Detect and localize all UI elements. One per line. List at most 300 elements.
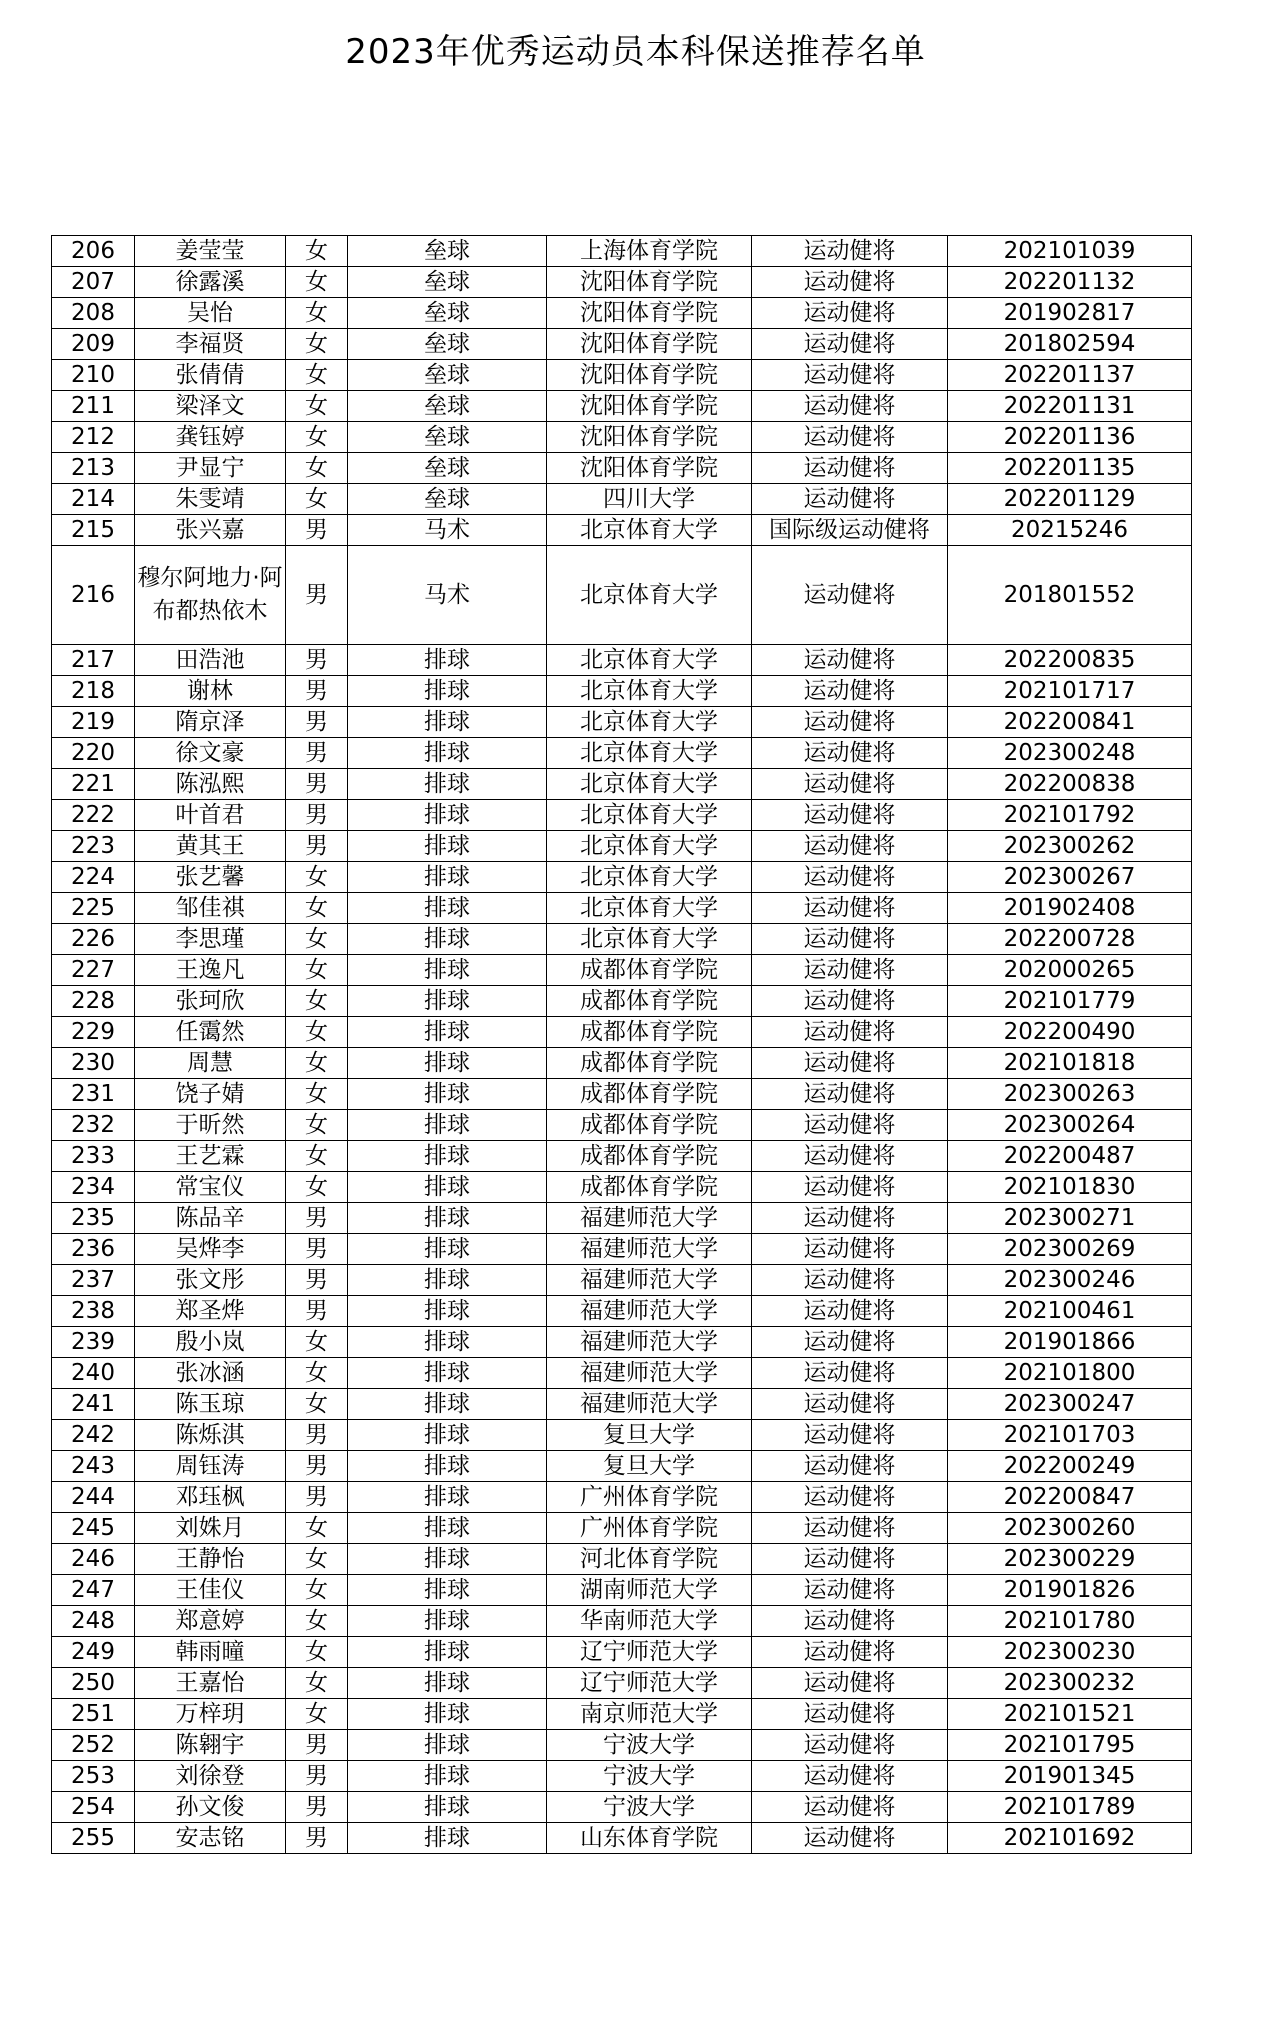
certificate-number: 202101818 <box>948 1048 1192 1079</box>
gender: 女 <box>286 862 348 893</box>
certificate-number: 202300248 <box>948 738 1192 769</box>
athlete-name: 郑意婷 <box>135 1606 286 1637</box>
table-row <box>52 1637 1192 1668</box>
athlete-name: 周钰涛 <box>135 1451 286 1482</box>
certificate-number: 202201129 <box>948 484 1192 515</box>
athlete-level: 运动健将 <box>752 1513 948 1544</box>
sport: 垒球 <box>348 391 547 422</box>
sport: 排球 <box>348 862 547 893</box>
row-number: 223 <box>52 831 135 862</box>
row-number: 217 <box>52 645 135 676</box>
athlete-level: 运动健将 <box>752 1079 948 1110</box>
university: 北京体育大学 <box>547 738 752 769</box>
page-title: 2023年优秀运动员本科保送推荐名单 <box>345 32 926 72</box>
gender: 女 <box>286 422 348 453</box>
athlete-name: 任霭然 <box>135 1017 286 1048</box>
table-row <box>52 453 1192 484</box>
university: 福建师范大学 <box>547 1265 752 1296</box>
certificate-number: 202300263 <box>948 1079 1192 1110</box>
university: 南京师范大学 <box>547 1699 752 1730</box>
athlete-level: 运动健将 <box>752 1668 948 1699</box>
row-number: 234 <box>52 1172 135 1203</box>
university: 北京体育大学 <box>547 893 752 924</box>
university: 广州体育学院 <box>547 1513 752 1544</box>
gender: 女 <box>286 893 348 924</box>
athlete-level: 运动健将 <box>752 546 948 645</box>
certificate-number: 202300262 <box>948 831 1192 862</box>
table-row <box>52 1606 1192 1637</box>
athlete-level: 运动健将 <box>752 1575 948 1606</box>
athlete-level: 运动健将 <box>752 1141 948 1172</box>
certificate-number: 202101792 <box>948 800 1192 831</box>
athlete-level: 运动健将 <box>752 391 948 422</box>
athlete-name: 黄其王 <box>135 831 286 862</box>
gender: 女 <box>286 1575 348 1606</box>
athlete-level: 运动健将 <box>752 360 948 391</box>
certificate-number: 201902817 <box>948 298 1192 329</box>
university: 宁波大学 <box>547 1761 752 1792</box>
athlete-name: 郑圣烨 <box>135 1296 286 1327</box>
certificate-number: 202000265 <box>948 955 1192 986</box>
athlete-level: 运动健将 <box>752 1234 948 1265</box>
athlete-level: 运动健将 <box>752 707 948 738</box>
sport: 排球 <box>348 1420 547 1451</box>
certificate-number: 201801552 <box>948 546 1192 645</box>
row-number: 239 <box>52 1327 135 1358</box>
athlete-name: 万梓玥 <box>135 1699 286 1730</box>
recommendation-table <box>51 235 1192 1854</box>
row-number: 249 <box>52 1637 135 1668</box>
athlete-name: 张珂欣 <box>135 986 286 1017</box>
sport: 排球 <box>348 1172 547 1203</box>
gender: 男 <box>286 1823 348 1854</box>
university: 复旦大学 <box>547 1451 752 1482</box>
gender: 女 <box>286 391 348 422</box>
row-number: 238 <box>52 1296 135 1327</box>
sport: 排球 <box>348 1730 547 1761</box>
athlete-level: 运动健将 <box>752 955 948 986</box>
sport: 排球 <box>348 1544 547 1575</box>
table-row <box>52 1668 1192 1699</box>
certificate-number: 202101800 <box>948 1358 1192 1389</box>
university: 辽宁师范大学 <box>547 1637 752 1668</box>
certificate-number: 202101795 <box>948 1730 1192 1761</box>
sport: 排球 <box>348 645 547 676</box>
university: 沈阳体育学院 <box>547 329 752 360</box>
row-number: 218 <box>52 676 135 707</box>
table-row <box>52 1079 1192 1110</box>
table-row <box>52 862 1192 893</box>
athlete-name: 王嘉怡 <box>135 1668 286 1699</box>
athlete-level: 运动健将 <box>752 1823 948 1854</box>
sport: 排球 <box>348 1606 547 1637</box>
certificate-number: 202200728 <box>948 924 1192 955</box>
row-number: 252 <box>52 1730 135 1761</box>
table-row <box>52 1792 1192 1823</box>
table-row <box>52 769 1192 800</box>
certificate-number: 202200841 <box>948 707 1192 738</box>
athlete-level: 运动健将 <box>752 769 948 800</box>
table-row <box>52 893 1192 924</box>
gender: 女 <box>286 1699 348 1730</box>
sport: 垒球 <box>348 329 547 360</box>
sport: 排球 <box>348 1017 547 1048</box>
table-row <box>52 1513 1192 1544</box>
gender: 男 <box>286 707 348 738</box>
athlete-level: 运动健将 <box>752 1730 948 1761</box>
athlete-name: 穆尔阿地力·阿布都热依木 <box>135 546 286 645</box>
table-row <box>52 955 1192 986</box>
table-row <box>52 1234 1192 1265</box>
row-number: 245 <box>52 1513 135 1544</box>
table-row <box>52 707 1192 738</box>
row-number: 226 <box>52 924 135 955</box>
certificate-number: 202201136 <box>948 422 1192 453</box>
row-number: 233 <box>52 1141 135 1172</box>
table-row <box>52 831 1192 862</box>
sport: 排球 <box>348 1761 547 1792</box>
gender: 女 <box>286 1637 348 1668</box>
row-number: 244 <box>52 1482 135 1513</box>
gender: 男 <box>286 676 348 707</box>
gender: 男 <box>286 1203 348 1234</box>
athlete-level: 运动健将 <box>752 267 948 298</box>
athlete-name: 龚钰婷 <box>135 422 286 453</box>
sport: 排球 <box>348 1296 547 1327</box>
gender: 男 <box>286 1296 348 1327</box>
sport: 排球 <box>348 1265 547 1296</box>
table-row <box>52 1451 1192 1482</box>
sport: 垒球 <box>348 484 547 515</box>
athlete-name: 王静怡 <box>135 1544 286 1575</box>
athlete-name: 刘徐登 <box>135 1761 286 1792</box>
university: 宁波大学 <box>547 1792 752 1823</box>
sport: 排球 <box>348 1575 547 1606</box>
table-row <box>52 1110 1192 1141</box>
row-number: 220 <box>52 738 135 769</box>
table-row <box>52 360 1192 391</box>
row-number: 242 <box>52 1420 135 1451</box>
table-row <box>52 1730 1192 1761</box>
row-number: 230 <box>52 1048 135 1079</box>
university: 北京体育大学 <box>547 924 752 955</box>
table-row <box>52 515 1192 546</box>
university: 成都体育学院 <box>547 1079 752 1110</box>
row-number: 241 <box>52 1389 135 1420</box>
row-number: 253 <box>52 1761 135 1792</box>
sport: 排球 <box>348 1668 547 1699</box>
university: 北京体育大学 <box>547 707 752 738</box>
table-row <box>52 422 1192 453</box>
row-number: 235 <box>52 1203 135 1234</box>
university: 福建师范大学 <box>547 1389 752 1420</box>
row-number: 255 <box>52 1823 135 1854</box>
row-number: 237 <box>52 1265 135 1296</box>
university: 山东体育学院 <box>547 1823 752 1854</box>
sport: 排球 <box>348 1327 547 1358</box>
athlete-level: 运动健将 <box>752 329 948 360</box>
university: 沈阳体育学院 <box>547 391 752 422</box>
row-number: 243 <box>52 1451 135 1482</box>
sport: 排球 <box>348 1141 547 1172</box>
university: 上海体育学院 <box>547 236 752 267</box>
athlete-level: 运动健将 <box>752 1358 948 1389</box>
row-number: 247 <box>52 1575 135 1606</box>
table-row <box>52 1575 1192 1606</box>
gender: 男 <box>286 1451 348 1482</box>
table-row <box>52 1420 1192 1451</box>
university: 福建师范大学 <box>547 1234 752 1265</box>
row-number: 222 <box>52 800 135 831</box>
athlete-name: 王逸凡 <box>135 955 286 986</box>
university: 北京体育大学 <box>547 769 752 800</box>
certificate-number: 201901866 <box>948 1327 1192 1358</box>
athlete-level: 运动健将 <box>752 298 948 329</box>
university: 成都体育学院 <box>547 1110 752 1141</box>
sport: 排球 <box>348 955 547 986</box>
athlete-name: 韩雨曈 <box>135 1637 286 1668</box>
certificate-number: 20215246 <box>948 515 1192 546</box>
certificate-number: 202200490 <box>948 1017 1192 1048</box>
sport: 垒球 <box>348 360 547 391</box>
certificate-number: 202200838 <box>948 769 1192 800</box>
gender: 女 <box>286 1668 348 1699</box>
gender: 男 <box>286 1761 348 1792</box>
certificate-number: 202101779 <box>948 986 1192 1017</box>
university: 成都体育学院 <box>547 1017 752 1048</box>
gender: 女 <box>286 267 348 298</box>
sport: 排球 <box>348 800 547 831</box>
athlete-level: 运动健将 <box>752 236 948 267</box>
gender: 女 <box>286 236 348 267</box>
athlete-level: 运动健将 <box>752 1203 948 1234</box>
university: 沈阳体育学院 <box>547 422 752 453</box>
table-row <box>52 391 1192 422</box>
athlete-name: 安志铭 <box>135 1823 286 1854</box>
athlete-name: 隋京泽 <box>135 707 286 738</box>
athlete-name: 张兴嘉 <box>135 515 286 546</box>
sport: 排球 <box>348 676 547 707</box>
gender: 女 <box>286 1606 348 1637</box>
row-number: 224 <box>52 862 135 893</box>
sport: 排球 <box>348 738 547 769</box>
gender: 男 <box>286 1420 348 1451</box>
table-row <box>52 738 1192 769</box>
gender: 女 <box>286 1079 348 1110</box>
athlete-level: 运动健将 <box>752 1265 948 1296</box>
certificate-number: 202200835 <box>948 645 1192 676</box>
table-row <box>52 298 1192 329</box>
athlete-level: 运动健将 <box>752 1637 948 1668</box>
certificate-number: 202101703 <box>948 1420 1192 1451</box>
gender: 女 <box>286 1017 348 1048</box>
university: 宁波大学 <box>547 1730 752 1761</box>
gender: 男 <box>286 1265 348 1296</box>
table-row <box>52 1017 1192 1048</box>
gender: 女 <box>286 1048 348 1079</box>
certificate-number: 202300230 <box>948 1637 1192 1668</box>
certificate-number: 202101789 <box>948 1792 1192 1823</box>
sport: 排球 <box>348 1637 547 1668</box>
athlete-level: 运动健将 <box>752 1327 948 1358</box>
athlete-name: 叶首君 <box>135 800 286 831</box>
certificate-number: 202201131 <box>948 391 1192 422</box>
table-row <box>52 484 1192 515</box>
athlete-level: 运动健将 <box>752 1699 948 1730</box>
university: 北京体育大学 <box>547 645 752 676</box>
certificate-number: 202300260 <box>948 1513 1192 1544</box>
athlete-name: 刘姝月 <box>135 1513 286 1544</box>
table-row <box>52 1389 1192 1420</box>
table-row <box>52 546 1192 645</box>
certificate-number: 202101521 <box>948 1699 1192 1730</box>
gender: 男 <box>286 831 348 862</box>
athlete-level: 运动健将 <box>752 862 948 893</box>
certificate-number: 202200487 <box>948 1141 1192 1172</box>
gender: 女 <box>286 1327 348 1358</box>
sport: 垒球 <box>348 453 547 484</box>
sport: 排球 <box>348 769 547 800</box>
athlete-level: 运动健将 <box>752 924 948 955</box>
athlete-level: 运动健将 <box>752 893 948 924</box>
university: 北京体育大学 <box>547 862 752 893</box>
athlete-name: 陈泓熙 <box>135 769 286 800</box>
sport: 马术 <box>348 515 547 546</box>
certificate-number: 202100461 <box>948 1296 1192 1327</box>
university: 北京体育大学 <box>547 831 752 862</box>
row-number: 210 <box>52 360 135 391</box>
gender: 女 <box>286 1110 348 1141</box>
athlete-name: 陈烁淇 <box>135 1420 286 1451</box>
row-number: 229 <box>52 1017 135 1048</box>
athlete-level: 国际级运动健将 <box>752 515 948 546</box>
athlete-name: 邓珏枫 <box>135 1482 286 1513</box>
university: 辽宁师范大学 <box>547 1668 752 1699</box>
row-number: 227 <box>52 955 135 986</box>
table-row <box>52 1482 1192 1513</box>
gender: 男 <box>286 800 348 831</box>
university: 沈阳体育学院 <box>547 453 752 484</box>
sport: 排球 <box>348 1048 547 1079</box>
athlete-level: 运动健将 <box>752 1420 948 1451</box>
row-number: 228 <box>52 986 135 1017</box>
certificate-number: 202101830 <box>948 1172 1192 1203</box>
athlete-level: 运动健将 <box>752 1017 948 1048</box>
table-row <box>52 1203 1192 1234</box>
certificate-number: 202300267 <box>948 862 1192 893</box>
gender: 男 <box>286 1234 348 1265</box>
sport: 排球 <box>348 986 547 1017</box>
sport: 排球 <box>348 1389 547 1420</box>
athlete-level: 运动健将 <box>752 1606 948 1637</box>
sport: 垒球 <box>348 267 547 298</box>
athlete-level: 运动健将 <box>752 1761 948 1792</box>
gender: 女 <box>286 1389 348 1420</box>
university: 复旦大学 <box>547 1420 752 1451</box>
sport: 排球 <box>348 707 547 738</box>
athlete-name: 邹佳祺 <box>135 893 286 924</box>
athlete-name: 李福贤 <box>135 329 286 360</box>
gender: 女 <box>286 329 348 360</box>
gender: 女 <box>286 298 348 329</box>
athlete-name: 朱雯靖 <box>135 484 286 515</box>
certificate-number: 202101039 <box>948 236 1192 267</box>
row-number: 236 <box>52 1234 135 1265</box>
university: 四川大学 <box>547 484 752 515</box>
athlete-level: 运动健将 <box>752 1048 948 1079</box>
sport: 排球 <box>348 1699 547 1730</box>
athlete-name: 张文彤 <box>135 1265 286 1296</box>
athlete-level: 运动健将 <box>752 1544 948 1575</box>
gender: 男 <box>286 1792 348 1823</box>
table-row <box>52 800 1192 831</box>
table-row <box>52 1141 1192 1172</box>
row-number: 225 <box>52 893 135 924</box>
athlete-level: 运动健将 <box>752 1389 948 1420</box>
university: 河北体育学院 <box>547 1544 752 1575</box>
university: 福建师范大学 <box>547 1358 752 1389</box>
athlete-level: 运动健将 <box>752 800 948 831</box>
university: 北京体育大学 <box>547 515 752 546</box>
gender: 女 <box>286 484 348 515</box>
gender: 女 <box>286 924 348 955</box>
athlete-level: 运动健将 <box>752 1482 948 1513</box>
athlete-name: 徐文豪 <box>135 738 286 769</box>
certificate-number: 202300229 <box>948 1544 1192 1575</box>
certificate-number: 202201137 <box>948 360 1192 391</box>
sport: 排球 <box>348 1203 547 1234</box>
athlete-name: 殷小岚 <box>135 1327 286 1358</box>
row-number: 254 <box>52 1792 135 1823</box>
sport: 排球 <box>348 893 547 924</box>
athlete-level: 运动健将 <box>752 1110 948 1141</box>
sport: 垒球 <box>348 298 547 329</box>
athlete-level: 运动健将 <box>752 738 948 769</box>
row-number: 213 <box>52 453 135 484</box>
certificate-number: 202300264 <box>948 1110 1192 1141</box>
gender: 女 <box>286 955 348 986</box>
row-number: 246 <box>52 1544 135 1575</box>
athlete-level: 运动健将 <box>752 422 948 453</box>
certificate-number: 201901345 <box>948 1761 1192 1792</box>
sport: 排球 <box>348 1451 547 1482</box>
row-number: 208 <box>52 298 135 329</box>
athlete-name: 常宝仪 <box>135 1172 286 1203</box>
athlete-name: 李思瑾 <box>135 924 286 955</box>
table-row <box>52 986 1192 1017</box>
certificate-number: 202101780 <box>948 1606 1192 1637</box>
athlete-level: 运动健将 <box>752 1792 948 1823</box>
table-row <box>52 267 1192 298</box>
athlete-name: 姜莹莹 <box>135 236 286 267</box>
university: 沈阳体育学院 <box>547 267 752 298</box>
university: 成都体育学院 <box>547 1048 752 1079</box>
table-row <box>52 676 1192 707</box>
table-row <box>52 1265 1192 1296</box>
gender: 女 <box>286 1141 348 1172</box>
university: 成都体育学院 <box>547 986 752 1017</box>
table-row <box>52 1327 1192 1358</box>
university: 华南师范大学 <box>547 1606 752 1637</box>
table-row <box>52 1172 1192 1203</box>
row-number: 207 <box>52 267 135 298</box>
athlete-name: 吴烨李 <box>135 1234 286 1265</box>
athlete-name: 张倩倩 <box>135 360 286 391</box>
row-number: 219 <box>52 707 135 738</box>
athlete-name: 王佳仪 <box>135 1575 286 1606</box>
athlete-name: 孙文俊 <box>135 1792 286 1823</box>
athlete-name: 周慧 <box>135 1048 286 1079</box>
